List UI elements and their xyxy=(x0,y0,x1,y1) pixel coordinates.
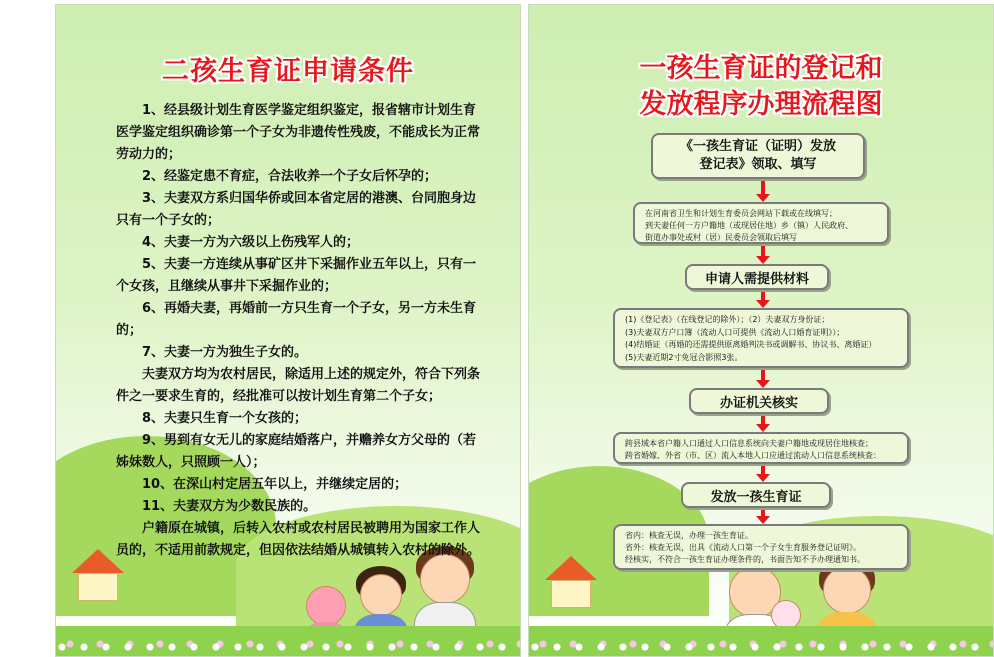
flow-detail-2 xyxy=(613,308,909,368)
flow-detail-1 xyxy=(633,202,889,244)
conditions-list xyxy=(116,100,481,562)
flower-strip xyxy=(529,638,993,656)
flow-detail-line: 省内：核查无误，办理一孩生育证。 xyxy=(625,531,753,540)
flow-step-1-line2: 登记表》领取、填写 xyxy=(699,157,817,172)
condition-paragraph: 1、经县级计划生育医学鉴定组织鉴定，报省辖市计划生育医学鉴定组织确诊第一个子女为非遗传性残废，不能成长为正常劳动力的； xyxy=(116,103,481,162)
condition-paragraph: 10、在深山村定居五年以上，并继续定居的； xyxy=(142,477,408,492)
flow-step-4-label: 发放一孩生育证 xyxy=(710,489,802,505)
flow-step-3-label: 办证机关核实 xyxy=(719,395,798,411)
flow-arrow-down xyxy=(759,416,767,432)
flower-strip xyxy=(56,638,520,656)
flow-step-1-line1: 《一孩生育证（证明）发放 xyxy=(679,139,836,154)
flow-step-3 xyxy=(689,388,829,414)
flow-detail-line: 跨县域本省户籍人口通过人口信息系统向夫妻户籍地或现居住地核查； xyxy=(625,439,873,448)
flow-step-1 xyxy=(651,133,865,179)
condition-paragraph: 夫妻双方均为农村居民，除适用上述的规定外，符合下列条件之一要求生育的，经批准可以按计划生育第二个子女； xyxy=(116,367,481,404)
condition-paragraph: 7、夫妻一方为独生子女的。 xyxy=(142,345,308,360)
condition-paragraph: 户籍原在城镇，后转入农村或农村居民被聘用为国家工作人员的，不适用前款规定，但因依法结婚从城镇转入农村的除外。 xyxy=(116,521,481,558)
condition-paragraph: 4、夫妻一方为六级以上伤残军人的； xyxy=(142,235,360,250)
flow-detail-line: 经核实，不符合一孩生育证办理条件的，书面告知不予办理通知书。 xyxy=(625,555,865,564)
condition-paragraph: 8、夫妻只生育一个女孩的； xyxy=(142,411,308,426)
flow-detail-line: (1)《登记表》（在线登记的除外）；（2）夫妻双方身份证； xyxy=(625,315,830,324)
flow-arrow-down xyxy=(759,292,767,308)
flow-detail-line: 省外：核查无误，出具《流动人口第一个子女生育服务登记证明》。 xyxy=(625,543,861,552)
flow-arrow-down xyxy=(759,370,767,388)
flow-detail-line: 跨省婚嫁、外省（市、区）流入本地人口应通过流动人口信息系统核查： xyxy=(625,451,881,460)
flow-detail-line: (4)结婚证（再婚的还需提供原离婚判决书或调解书、协议书、离婚证） xyxy=(625,340,877,349)
condition-paragraph: 6、再婚夫妻，再婚前一方只生育一个子女，另一方未生育的； xyxy=(116,301,477,338)
right-title-line2: 发放程序办理流程图 xyxy=(639,89,883,120)
condition-paragraph: 5、夫妻一方连续从事矿区井下采掘作业五年以上，只有一个女孩，且继续从事井下采掘作业的； xyxy=(116,257,477,294)
flow-detail-3 xyxy=(613,432,909,464)
condition-paragraph: 9、男到有女无儿的家庭结婚落户，并赡养女方父母的（若姊妹数人，只照顾一人）； xyxy=(116,433,477,470)
left-title: 二孩生育证申请条件 xyxy=(162,56,414,87)
condition-paragraph: 11、夫妻双方为少数民族的。 xyxy=(142,499,317,514)
condition-paragraph: 3、夫妻双方系归国华侨或回本省定居的港澳、台同胞身边只有一个子女的； xyxy=(116,191,477,228)
house-illustration xyxy=(545,556,597,608)
flow-detail-line: (3)夫妻双方户口簿（流动人口可提供《流动人口婚育证明》）； xyxy=(625,327,845,337)
flow-step-2 xyxy=(685,264,829,290)
flow-detail-line: 在河南省卫生和计划生育委员会网站下载或在线填写； xyxy=(645,209,837,218)
flow-detail-line: (5)夫妻近期2寸免冠合影照3张。 xyxy=(625,352,743,362)
left-poster-panel xyxy=(55,4,521,657)
right-title-line1: 一孩生育证的登记和 xyxy=(639,53,883,84)
flow-arrow-down xyxy=(759,181,767,202)
flow-detail-line: 街道办事处或村（居）民委员会领取后填写 xyxy=(645,233,797,242)
flow-arrow-down xyxy=(759,510,767,524)
right-poster-panel xyxy=(528,4,994,657)
flow-detail-line: 到夫妻任何一方户籍地（或现居住地）乡（镇）人民政府、 xyxy=(645,221,853,230)
condition-paragraph: 2、经鉴定患不育症，合法收养一个子女后怀孕的； xyxy=(142,169,438,184)
flow-arrow-down xyxy=(759,466,767,482)
right-title xyxy=(529,51,993,123)
flow-step-2-label: 申请人需提供材料 xyxy=(704,271,809,287)
flow-arrow-down xyxy=(759,246,767,264)
flow-step-4 xyxy=(681,482,831,508)
flow-detail-4 xyxy=(613,524,909,570)
